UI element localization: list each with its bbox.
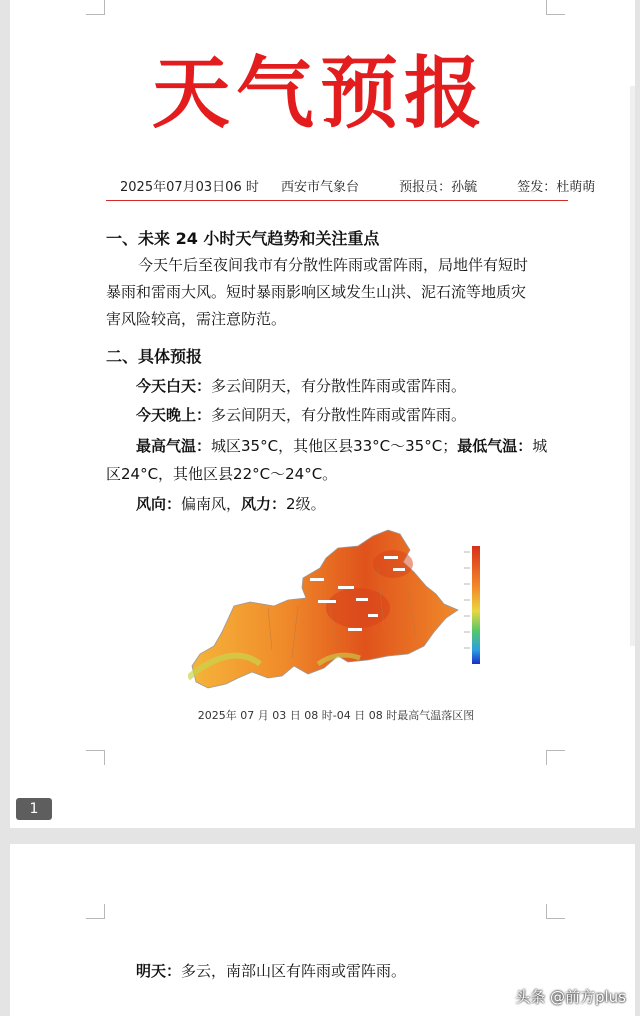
tomorrow-text: 多云，南部山区有阵雨或雷阵雨。 xyxy=(181,962,407,980)
temperature-line-2: 区24°C，其他区县22°C～24°C。 xyxy=(106,465,338,483)
tomorrow-line xyxy=(136,960,406,981)
today-day-line xyxy=(136,375,466,396)
today-day-text: 多云间阴天，有分散性阵雨或雷阵雨。 xyxy=(211,377,467,395)
section1-body: 今天午后至夜间我市有分散性阵雨或雷阵雨，局地伴有短时暴雨和雷雨大风。短时暴雨影响区域发生山洪、泥石流等地质灾害风险较高，需注意防范。 xyxy=(106,256,529,328)
wind-line xyxy=(136,493,326,514)
crop-mark xyxy=(86,750,105,765)
document-title: 天气预报 xyxy=(151,48,488,139)
section2-heading: 二、具体预报 xyxy=(106,347,203,366)
crop-mark xyxy=(546,0,565,15)
min-temp-label: 最低气温： xyxy=(457,437,533,455)
hot-core-2 xyxy=(373,550,413,578)
today-day-label: 今天白天： xyxy=(136,377,212,395)
wind-dir-text: 偏南风， xyxy=(181,495,242,513)
forecaster: 预报员：孙毓 xyxy=(399,180,478,195)
wind-dir-label: 风向： xyxy=(136,495,182,513)
today-night-line xyxy=(136,404,466,425)
crop-mark xyxy=(86,0,105,15)
agency: 西安市气象台 xyxy=(280,180,359,195)
max-temp-text: 城区35°C，其他区县33°C～35°C； xyxy=(211,437,458,455)
wind-force-label: 风力： xyxy=(241,495,287,513)
section1-heading: 一、未来 24 小时天气趋势和关注重点 xyxy=(106,229,380,248)
issue-datetime: 2025年07月03日06 时 xyxy=(120,180,259,195)
issuer: 签发：杜萌萌 xyxy=(517,180,596,195)
min-temp-text: 城 xyxy=(532,437,548,455)
header-divider xyxy=(106,200,568,201)
today-night-label: 今天晚上： xyxy=(136,406,212,424)
map-caption: 2025年 07 月 03 日 08 时-04 日 08 时最高气温落区图 xyxy=(197,709,475,722)
meta-line xyxy=(120,176,613,195)
temperature-map-graphic xyxy=(188,528,498,698)
temperature-line xyxy=(136,435,547,456)
crop-mark xyxy=(86,904,105,919)
temperature-color-scale xyxy=(472,546,480,664)
wind-force-text: 2级。 xyxy=(286,495,326,513)
crop-mark xyxy=(546,750,565,765)
scale-ticks xyxy=(464,552,470,648)
watermark: 头条 @前方plus xyxy=(515,988,626,1006)
crop-mark xyxy=(546,904,565,919)
page-number-badge[interactable]: 1 xyxy=(16,798,52,820)
temperature-map xyxy=(188,528,498,698)
tomorrow-label: 明天： xyxy=(136,962,182,980)
max-temp-label: 最高气温： xyxy=(136,437,212,455)
today-night-text: 多云间阴天，有分散性阵雨或雷阵雨。 xyxy=(211,406,467,424)
scrollbar[interactable] xyxy=(630,86,635,646)
map-region-shape xyxy=(192,530,458,688)
